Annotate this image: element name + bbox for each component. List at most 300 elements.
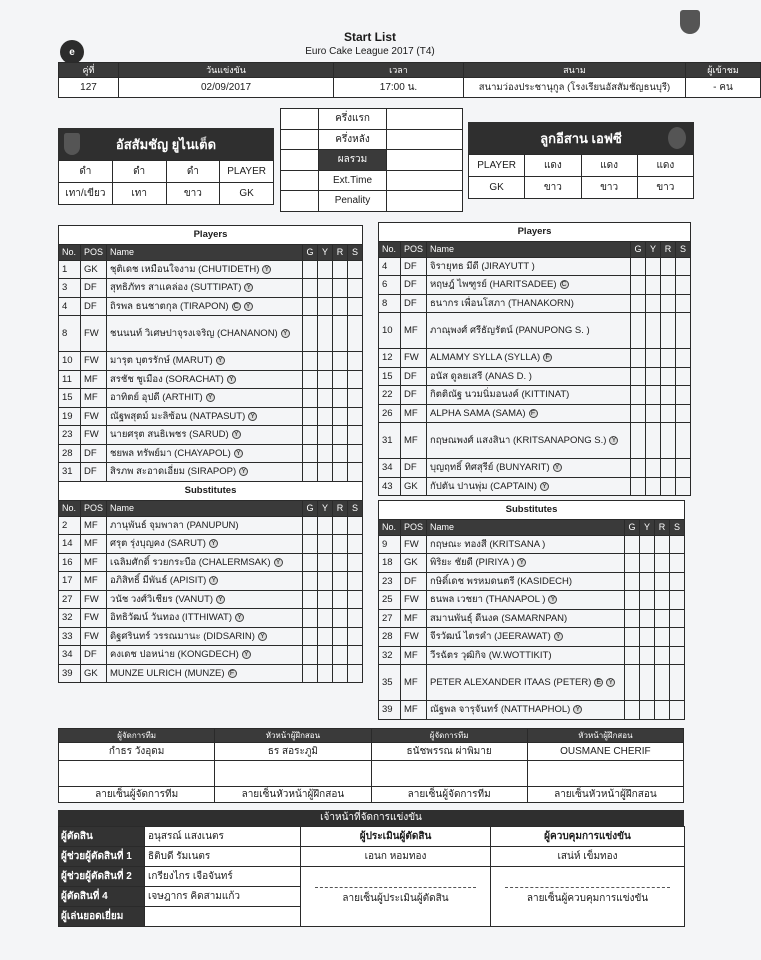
player-mark-icon: Y	[232, 430, 241, 439]
player-name-cell	[427, 665, 625, 701]
goal-cell	[630, 367, 645, 386]
home-sub-row	[59, 627, 363, 646]
player-name: ดิฐศรินทร์ วรรณมานะ (DIDSARIN)	[110, 630, 255, 642]
player-name: ศรุต รุ่งบุญคง (SARUT)	[110, 538, 206, 550]
attendance: - คน	[686, 78, 761, 98]
player-pos: MF	[401, 646, 427, 665]
sub-cell	[347, 463, 362, 482]
yellow-cell	[645, 313, 660, 349]
col-y: Y	[640, 519, 655, 535]
home-player-row	[59, 407, 363, 426]
commissioner-sign	[491, 867, 685, 927]
home-sub-row	[59, 572, 363, 591]
player-name-cell	[107, 297, 303, 316]
goal-cell	[625, 535, 640, 554]
player-pos: FW	[81, 407, 107, 426]
player-no: 27	[379, 609, 401, 628]
sub-cell	[675, 294, 690, 313]
goal-cell	[630, 386, 645, 405]
player-pos: MF	[401, 665, 427, 701]
player-name: อนัส ดูลยเสรี (ANAS D. )	[430, 370, 532, 382]
player-name-cell	[427, 367, 631, 386]
goal-cell	[625, 665, 640, 701]
yellow-cell	[318, 664, 333, 683]
player-name-cell	[107, 627, 303, 646]
player-mark-icon: Y	[262, 265, 271, 274]
player-name: อาทิตย์ อุปดี (ARTHIT)	[110, 392, 203, 404]
player-mark-icon: Y	[209, 576, 218, 585]
player-name: อภิสิทธิ์ มีพันธ์ (APISIT)	[110, 575, 207, 587]
player-mark-icon: Y	[206, 393, 215, 402]
player-pos: DF	[401, 386, 427, 405]
red-cell	[660, 349, 675, 368]
player-no: 28	[379, 628, 401, 647]
goal-cell	[630, 276, 645, 295]
yellow-cell	[640, 665, 655, 701]
home-team-name: อัสสัมชัญ ยูไนเต็ด	[115, 136, 217, 152]
player-no: 10	[379, 313, 401, 349]
attendance-header: ผู้เข้าชม	[686, 63, 761, 78]
player-name: กฤษณะ ทองสี (KRITSANA )	[430, 538, 546, 550]
player-pos: GK	[401, 554, 427, 573]
sub-cell	[675, 459, 690, 478]
yellow-cell	[645, 459, 660, 478]
player-name-cell	[107, 553, 303, 572]
player-no: 31	[379, 423, 401, 459]
player-mark-icon: Y	[274, 558, 283, 567]
player-mark-icon: F	[228, 669, 237, 678]
player-mark-icon: Y	[227, 375, 236, 384]
goal-cell	[302, 407, 317, 426]
col-s: S	[348, 500, 363, 516]
player-mark-icon: Y	[258, 632, 267, 641]
player-pos: DF	[81, 297, 107, 316]
player-no: 16	[59, 553, 81, 572]
sub-cell	[670, 665, 685, 701]
player-mark-icon: Y	[234, 449, 243, 458]
player-pos: MF	[401, 313, 427, 349]
goal-cell	[625, 591, 640, 610]
col-no: No.	[379, 519, 401, 535]
home-players-table	[58, 225, 363, 482]
player-mark-icon: Y	[244, 283, 253, 292]
player-no: 35	[379, 665, 401, 701]
player-name-cell	[107, 389, 303, 408]
home-coach-header: หัวหน้าผู้ฝึกสอน	[215, 729, 371, 743]
sub-cell	[670, 701, 685, 720]
player-pos: MF	[401, 423, 427, 459]
player-name: MUNZE ULRICH (MUNZE)	[110, 667, 225, 679]
goal-cell	[302, 370, 317, 389]
away-kit-value: GK	[469, 177, 525, 199]
col-y: Y	[318, 500, 333, 516]
red-cell	[660, 477, 675, 496]
player-name: ธนากร เพื่อนโสภา (THANAKORN)	[430, 297, 574, 309]
yellow-cell	[640, 554, 655, 573]
player-no: 39	[59, 664, 81, 683]
player-name-cell	[427, 459, 631, 478]
red-cell	[333, 516, 348, 535]
home-kit-value: GK	[220, 183, 274, 205]
assessor-sign	[301, 867, 491, 927]
yellow-cell	[317, 407, 332, 426]
sub-cell	[348, 627, 363, 646]
player-name: เฉลิมศักดิ์ รวยกระบือ (CHALERMSAK)	[110, 556, 271, 568]
home-player-row	[59, 352, 363, 371]
player-mark-icon: F	[529, 409, 538, 418]
commissioner-name: เสน่ห์ เข็มทอง	[491, 847, 685, 867]
goal-cell	[630, 423, 645, 459]
referee-label: ผู้ตัดสิน	[59, 827, 145, 847]
home-kit-value: เทา/เขียว	[59, 183, 113, 205]
player-mark-icon: Y	[209, 539, 218, 548]
sub-cell	[348, 553, 363, 572]
sub-cell	[348, 646, 363, 665]
commissioner-header: ผู้ควบคุมการแข่งขัน	[491, 827, 685, 847]
away-team-name: ลูกอีสาน เอฟซี	[540, 130, 622, 146]
yellow-cell	[645, 386, 660, 405]
player-name: ALPHA SAMA (SAMA)	[430, 407, 526, 419]
sub-cell	[675, 386, 690, 405]
player-no: 32	[59, 609, 81, 628]
red-cell	[333, 609, 348, 628]
yellow-cell	[318, 646, 333, 665]
col-g: G	[303, 500, 318, 516]
player-mark-icon: Y	[553, 463, 562, 472]
away-manager-header: ผู้จัดการทีม	[371, 729, 527, 743]
player-name-cell	[107, 426, 303, 445]
yellow-cell	[318, 535, 333, 554]
player-pos: MF	[81, 516, 107, 535]
player-pos: MF	[81, 572, 107, 591]
home-kit-label: ดำ	[112, 161, 166, 183]
sub-cell	[675, 404, 690, 423]
goal-cell	[302, 260, 317, 279]
col-s: S	[347, 244, 362, 260]
away-sub-section-title: Substitutes	[379, 501, 685, 520]
player-pos: MF	[81, 389, 107, 408]
half-total: ผลรวม	[319, 150, 387, 171]
away-sub-row	[379, 646, 685, 665]
player-no: 12	[379, 349, 401, 368]
player-name: กิตติณัฐ นวมนิ่มอนงค์ (KITTINAT)	[430, 389, 570, 401]
player-pos: FW	[81, 426, 107, 445]
player-name: คงเดช ปอหน่าย (KONGDECH)	[110, 649, 239, 661]
col-s: S	[675, 241, 690, 257]
player-no: 31	[59, 463, 81, 482]
away-sub-row	[379, 572, 685, 591]
col-r: R	[655, 519, 670, 535]
goal-cell	[302, 426, 317, 445]
yellow-cell	[645, 257, 660, 276]
player-pos: DF	[401, 367, 427, 386]
col-g: G	[625, 519, 640, 535]
away-sub-row	[379, 591, 685, 610]
player-name-cell	[427, 423, 631, 459]
away-kit-value: ขาว	[581, 177, 637, 199]
yellow-cell	[640, 609, 655, 628]
half-extra-time: Ext.Time	[319, 170, 387, 191]
red-cell	[332, 352, 347, 371]
home-sub-row	[59, 664, 363, 683]
sub-cell	[347, 389, 362, 408]
home-sub-row	[59, 590, 363, 609]
away-player-row	[379, 477, 691, 496]
red-cell	[660, 367, 675, 386]
player-pos: FW	[81, 590, 107, 609]
player-name: กฤษณพงศ์ แสงสินา (KRITSANAPONG S.)	[430, 435, 607, 446]
home-player-row	[59, 444, 363, 463]
player-no: 8	[379, 294, 401, 313]
player-name: หฤษฎ์ ไพฑูรย์ (HARITSADEE)	[430, 279, 557, 291]
sub-cell	[670, 572, 685, 591]
player-no: 15	[59, 389, 81, 408]
player-no: 10	[59, 352, 81, 371]
sub-cell	[675, 276, 690, 295]
player-mark-icon: Y	[242, 650, 251, 659]
match-date: 02/09/2017	[119, 78, 334, 98]
assessor-header: ผู้ประเมินผู้ตัดสิน	[301, 827, 491, 847]
away-kit-label: แดง	[581, 155, 637, 177]
red-cell	[333, 572, 348, 591]
sub-cell	[675, 257, 690, 276]
player-pos: FW	[81, 316, 107, 352]
player-name-cell	[427, 591, 625, 610]
player-name-cell	[107, 646, 303, 665]
red-cell	[332, 260, 347, 279]
player-name: ณัฐพล จารุจันทร์ (NATTHAPHOL)	[430, 704, 571, 716]
red-cell	[660, 257, 675, 276]
yellow-cell	[317, 297, 332, 316]
player-name: นายศรุต สนธิเพชร (SARUD)	[110, 429, 229, 441]
yellow-cell	[317, 260, 332, 279]
player-name: พิริยะ ชัยดี (PIRIYA )	[430, 557, 515, 569]
player-name-cell	[107, 370, 303, 389]
player-name: กัปตัน ปานพุ่ม (CAPTAIN)	[430, 480, 537, 492]
assistant1-name: ธิติบดี รัมเนตร	[145, 847, 301, 867]
red-cell	[660, 313, 675, 349]
away-kit-label: PLAYER	[469, 155, 525, 177]
red-cell	[655, 554, 670, 573]
red-cell	[332, 463, 347, 482]
player-name: วนัช วงศ์วิเชียร (VANUT)	[110, 593, 214, 605]
yellow-cell	[645, 404, 660, 423]
away-kit-value: ขาว	[525, 177, 581, 199]
best-player-name	[145, 907, 301, 927]
goal-cell	[625, 701, 640, 720]
red-cell	[333, 664, 348, 683]
away-coach-sign: ลายเซ็นหัวหน้าผู้ฝึกสอน	[527, 787, 683, 803]
sub-cell	[348, 590, 363, 609]
yellow-cell	[640, 535, 655, 554]
player-name-cell	[107, 407, 303, 426]
red-cell	[332, 389, 347, 408]
yellow-cell	[318, 590, 333, 609]
red-cell	[655, 609, 670, 628]
goal-cell	[302, 297, 317, 316]
away-kit-value: ขาว	[637, 177, 693, 199]
player-pos: DF	[401, 459, 427, 478]
player-mark-icon: Y	[554, 632, 563, 641]
home-sub-row	[59, 646, 363, 665]
home-crest-icon	[64, 133, 80, 155]
sub-cell	[670, 609, 685, 628]
home-kit-label: ดำ	[166, 161, 220, 183]
red-cell	[333, 627, 348, 646]
away-kit-label: แดง	[637, 155, 693, 177]
col-name: Name	[427, 519, 625, 535]
player-name-cell	[107, 516, 303, 535]
player-no: 32	[379, 646, 401, 665]
home-subs-table	[58, 481, 363, 683]
goal-cell	[630, 313, 645, 349]
goal-cell	[303, 590, 318, 609]
player-name-cell	[107, 609, 303, 628]
col-g: G	[302, 244, 317, 260]
player-no: 23	[379, 572, 401, 591]
goal-cell	[303, 664, 318, 683]
venue-header: สนาม	[464, 63, 686, 78]
red-cell	[332, 407, 347, 426]
col-pos: POS	[81, 244, 107, 260]
col-r: R	[333, 500, 348, 516]
goal-cell	[625, 572, 640, 591]
player-name-cell	[107, 352, 303, 371]
sub-cell	[675, 313, 690, 349]
red-cell	[660, 459, 675, 478]
yellow-cell	[640, 628, 655, 647]
away-sub-row	[379, 628, 685, 647]
player-pos: FW	[401, 591, 427, 610]
yellow-cell	[645, 349, 660, 368]
player-no: 19	[59, 407, 81, 426]
goal-cell	[625, 646, 640, 665]
home-player-row	[59, 316, 363, 352]
away-manager-name: ธนัชพรรณ ผ่าพิมาย	[371, 743, 527, 761]
home-sub-section-title: Substitutes	[59, 482, 363, 501]
yellow-cell	[645, 294, 660, 313]
player-name-cell	[427, 609, 625, 628]
goal-cell	[630, 257, 645, 276]
player-name: สิรภพ สะอาดเอี่ยม (SIRAPOP)	[110, 466, 237, 478]
player-no: 9	[379, 535, 401, 554]
away-player-row	[379, 423, 691, 459]
away-sub-row	[379, 554, 685, 573]
red-cell	[333, 646, 348, 665]
player-name-cell	[427, 628, 625, 647]
player-name: ชยพล ทรัพย์มา (CHAYAPOL)	[110, 447, 231, 459]
home-coach-sign: ลายเซ็นหัวหน้าผู้ฝึกสอน	[215, 787, 371, 803]
player-mark-icon: Y	[609, 436, 618, 445]
col-name: Name	[107, 500, 303, 516]
assessor-name: เอนก หอมทอง	[301, 847, 491, 867]
away-sub-row	[379, 665, 685, 701]
player-pos: GK	[81, 664, 107, 683]
player-no: 23	[59, 426, 81, 445]
sub-cell	[670, 591, 685, 610]
player-no: 39	[379, 701, 401, 720]
red-cell	[333, 553, 348, 572]
home-player-row	[59, 463, 363, 482]
player-name-cell	[427, 701, 625, 720]
red-cell	[655, 646, 670, 665]
sub-cell	[670, 646, 685, 665]
yellow-cell	[640, 701, 655, 720]
player-name-cell	[107, 664, 303, 683]
home-player-row	[59, 279, 363, 298]
player-name-cell	[107, 590, 303, 609]
yellow-cell	[645, 276, 660, 295]
home-manager-header: ผู้จัดการทีม	[59, 729, 215, 743]
sub-cell	[675, 367, 690, 386]
sub-cell	[347, 352, 362, 371]
yellow-cell	[645, 367, 660, 386]
player-pos: DF	[81, 279, 107, 298]
half-first: ครึ่งแรก	[319, 109, 387, 130]
player-mark-icon: E	[594, 678, 603, 687]
goal-cell	[302, 389, 317, 408]
fourth-official-name: เจษฎากร คิดสามแก้ว	[145, 887, 301, 907]
goal-cell	[630, 294, 645, 313]
goal-cell	[303, 516, 318, 535]
player-name: ณัฐพสุตม์ มะลิซ้อน (NATPASUT)	[110, 410, 246, 422]
player-pos: DF	[81, 444, 107, 463]
player-pos: MF	[401, 701, 427, 720]
goal-cell	[302, 279, 317, 298]
away-player-row	[379, 276, 691, 295]
player-no: 28	[59, 444, 81, 463]
player-pos: DF	[401, 572, 427, 591]
player-pos: FW	[81, 352, 107, 371]
yellow-cell	[317, 279, 332, 298]
red-cell	[655, 591, 670, 610]
away-kit-label: แดง	[525, 155, 581, 177]
red-cell	[655, 665, 670, 701]
goal-cell	[625, 609, 640, 628]
yellow-cell	[318, 609, 333, 628]
player-name-cell	[427, 404, 631, 423]
player-no: 17	[59, 572, 81, 591]
player-name: สุทธิภัทร สาแคล่อง (SUTTIPAT)	[110, 282, 242, 294]
sub-cell	[347, 407, 362, 426]
sub-cell	[347, 426, 362, 445]
sub-cell	[675, 423, 690, 459]
sub-cell	[347, 370, 362, 389]
sub-cell	[348, 664, 363, 683]
assistant1-label: ผู้ช่วยผู้ตัดสินที่ 1	[59, 847, 145, 867]
player-name-cell	[427, 572, 625, 591]
player-name: วีรฉัตร วุฒิกิจ (W.WOTTIKIT)	[430, 649, 552, 661]
col-g: G	[630, 241, 645, 257]
yellow-cell	[317, 370, 332, 389]
away-players-table	[378, 222, 691, 496]
player-no: 25	[379, 591, 401, 610]
match-venue: สนามว่องประชานุกูล (โรงเรียนอัสสัมชัญธนบุรี)	[464, 78, 686, 98]
player-name-cell	[427, 257, 631, 276]
sub-cell	[670, 535, 685, 554]
team-signatures	[58, 728, 684, 803]
player-mark-icon: Y	[548, 595, 557, 604]
referee-name: อนุสรณ์ แสงเนตร	[145, 827, 301, 847]
home-sub-row	[59, 609, 363, 628]
col-no: No.	[59, 500, 81, 516]
yellow-cell	[318, 553, 333, 572]
player-pos: MF	[81, 370, 107, 389]
player-name-cell	[427, 276, 631, 295]
sub-cell	[347, 316, 362, 352]
player-name: อิทธิวัฒน์ วันทอง (ITTHIWAT)	[110, 612, 233, 624]
red-cell	[332, 370, 347, 389]
